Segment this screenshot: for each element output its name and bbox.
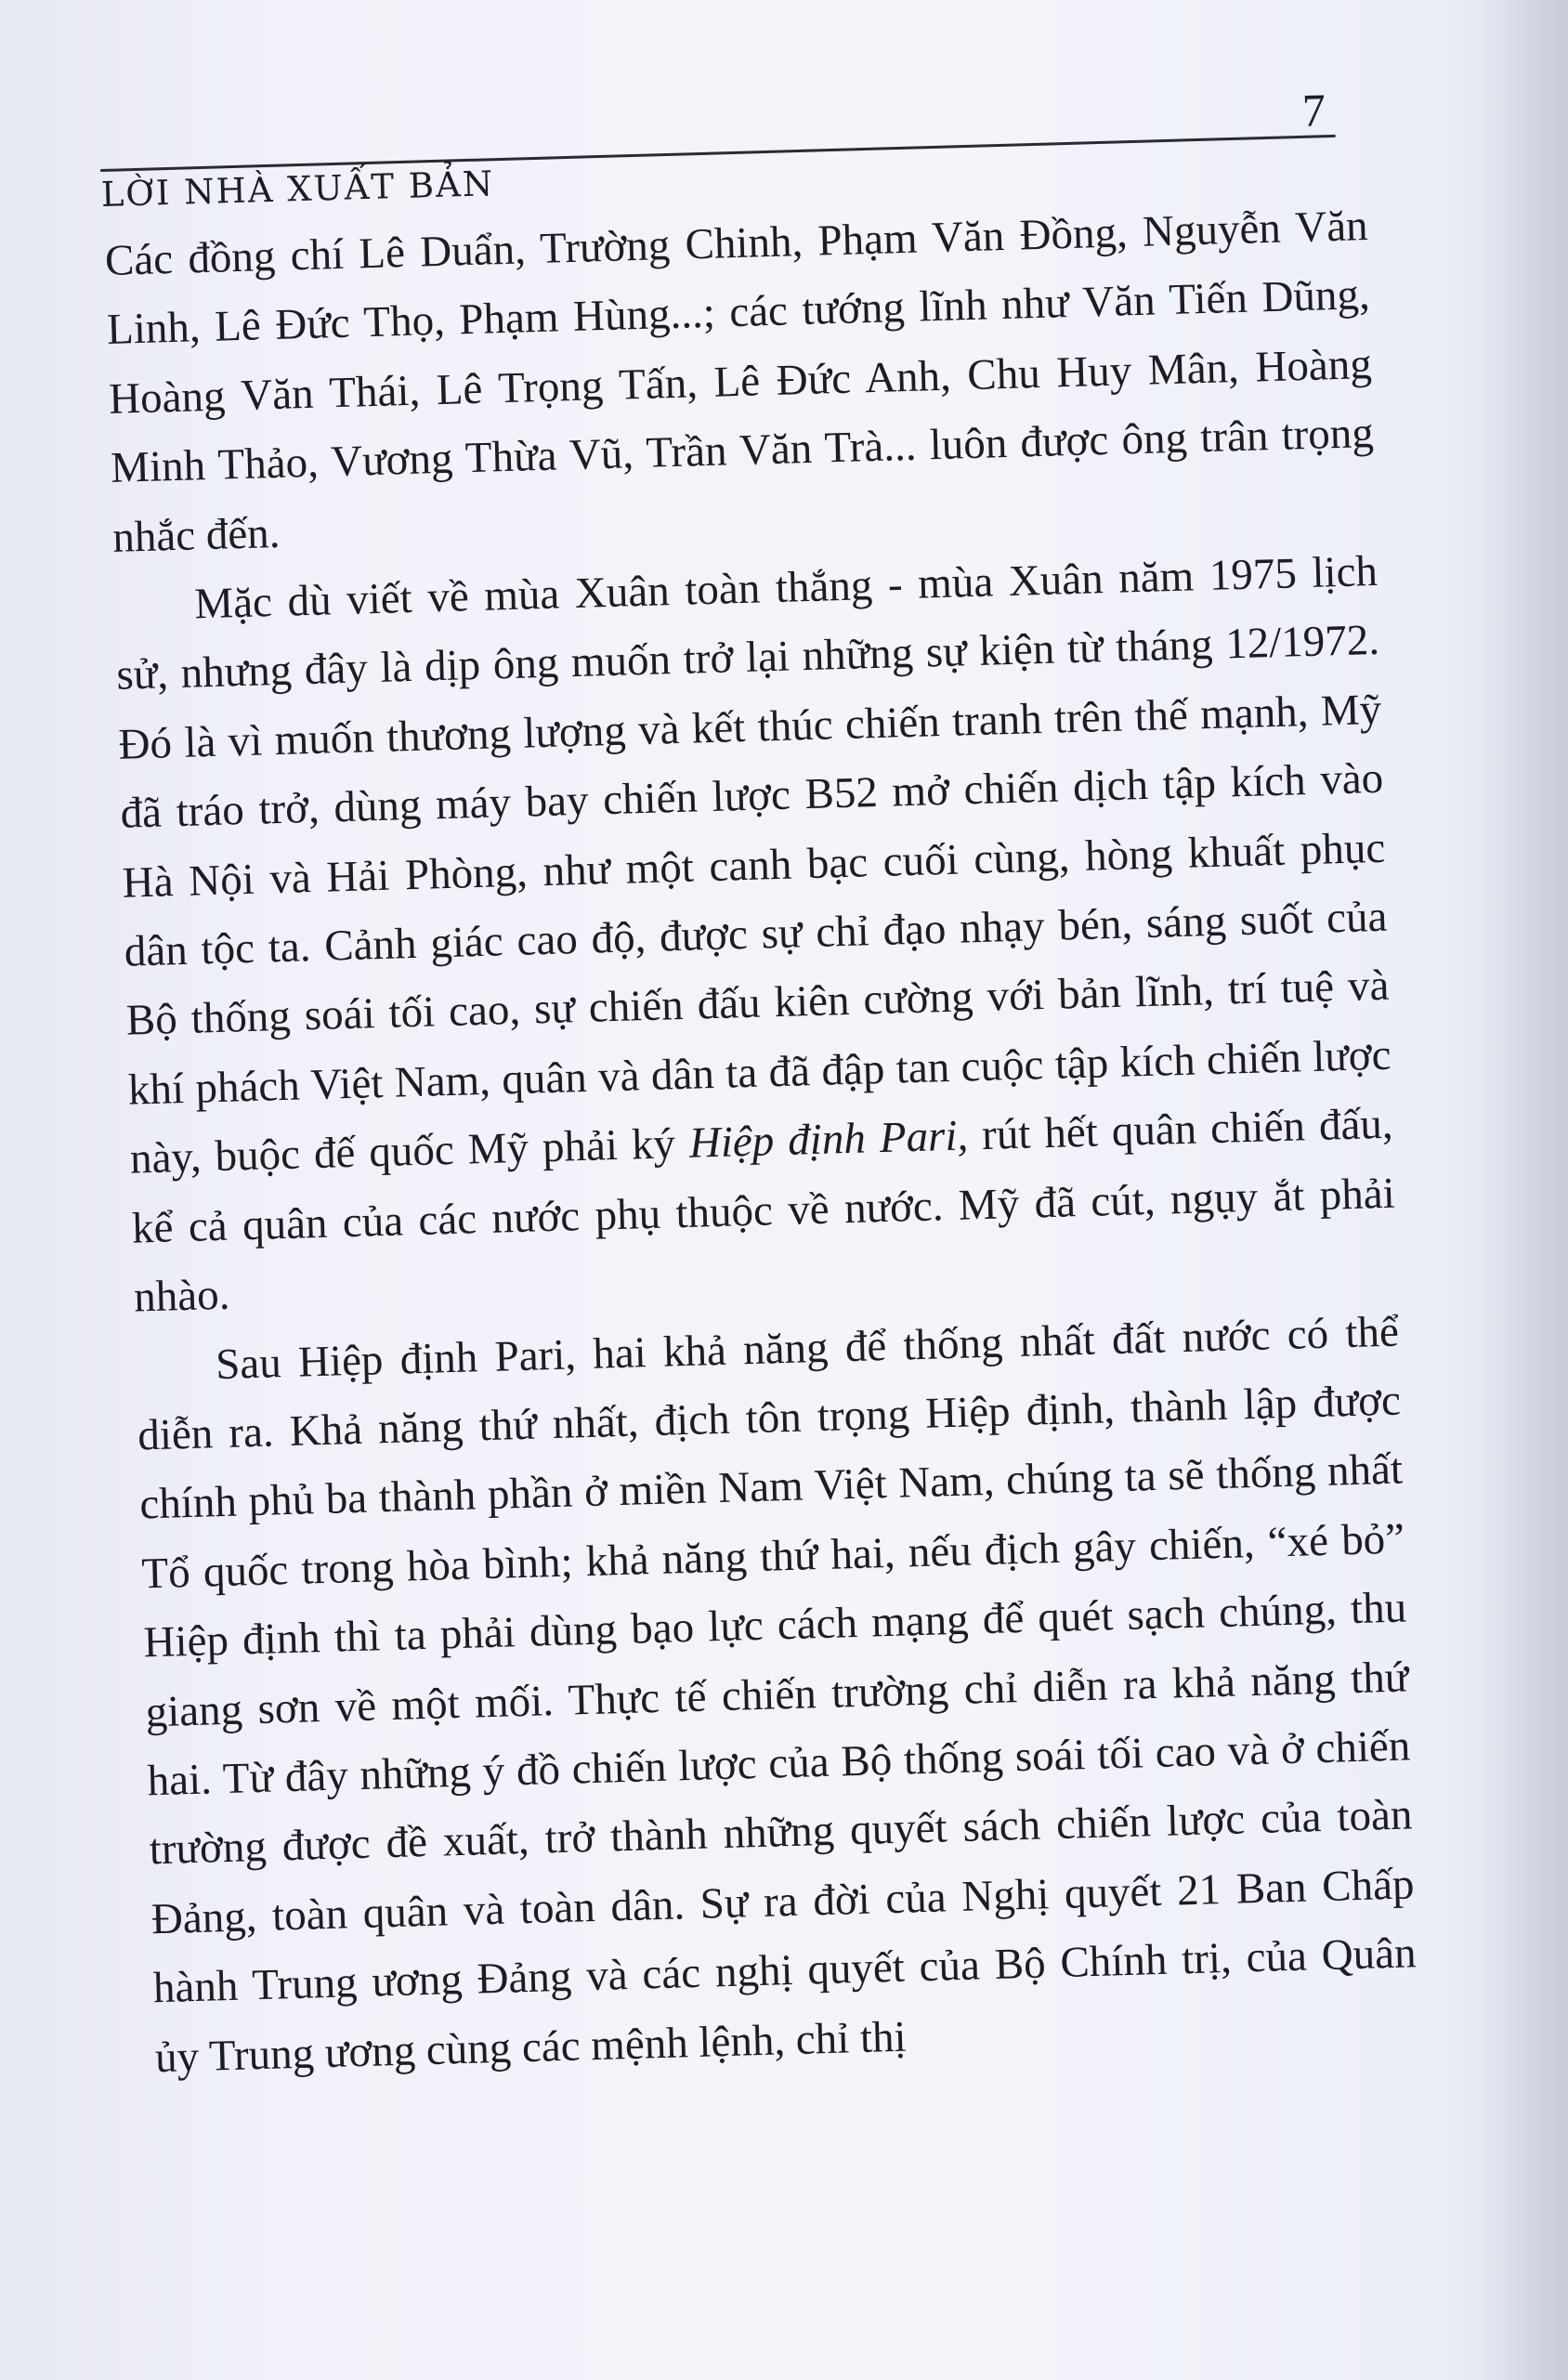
header-rule (100, 135, 1336, 172)
paragraph-2-text-start: Mặc dù viết về mùa Xuân toàn thắng - mùa Xuân năm 1975 lịch sử, nhưng đây là dịp ông muốn trở lại những sự kiện từ tháng 12/1972. Đó là vì muốn thương lượng và kết thúc chiến tranh trên thế mạnh, Mỹ đã tráo trở, dùng máy bay chiến lược B52 mở chiến dịch tập kích vào Hà Nội và Hải Phòng, như một canh bạc cuối cùng, hòng khuất phục dân tộc ta. Cảnh giác cao độ, được sự chỉ đạo nhạy bén, sáng suốt của Bộ thống soái tối cao, sự chiến đấu kiên cường với bản lĩnh, trí tuệ và khí phách Việt Nam, quân và dân ta đã đập tan cuộc tập kích chiến lược này, buộc đế quốc Mỹ phải ký (115, 546, 1392, 1183)
paragraph-2-italic-title: Hiệp định Pari, (688, 1111, 969, 1169)
section-title: LỜI NHÀ XUẤT BẢN (100, 163, 495, 215)
paragraph-1: Các đồng chí Lê Duẩn, Trường Chinh, Phạm Văn Đồng, Nguyễn Văn Linh, Lê Đức Thọ, Phạm Hùng...; các tướng lĩnh như Văn Tiến Dũng, Hoàng Văn Thái, Lê Trọng Tấn, Lê Đức Anh, Chu Huy Mân, Hoàng Minh Thảo, Vương Thừa Vũ, Trần Văn Trà... luôn được ông trân trọng nhắc đến. (104, 202, 1375, 562)
paragraph-2-text-end: rút hết quân chiến đấu, kể cả quân của các nước phụ thuộc về nước. Mỹ đã cút, ngụy ắt phải nhào. (131, 1099, 1396, 1322)
paragraph-3: Sau Hiệp định Pari, hai khả năng để thống nhất đất nước có thể diễn ra. Khả năng thứ nhất, địch tôn trọng Hiệp định, thành lập được chính phủ ba thành phần ở miền Nam Việt Nam, chúng ta sẽ thống nhất Tổ quốc trong hòa bình; khả năng thứ hai, nếu địch gây chiến, “xé bỏ” Hiệp định thì ta phải dùng bạo lực cách mạng để quét sạch chúng, thu giang sơn về một mối. Thực tế chiến trường chỉ diễn ra khả năng thứ hai. Từ đây những ý đồ chiến lược của Bộ thống soái tối cao và ở chiến trường được đề xuất, trở thành những quyết sách chiến lược của toàn Đảng, toàn quân và toàn dân. Sự ra đời của Nghị quyết 21 Ban Chấp hành Trung ương Đảng và các nghị quyết của Bộ Chính trị, của Quân ủy Trung ương cùng các mệnh lệnh, chỉ thị (137, 1307, 1418, 2082)
body-text (104, 191, 1419, 2092)
page-number: 7 (1301, 84, 1326, 137)
paragraph-2 (113, 537, 1397, 1332)
